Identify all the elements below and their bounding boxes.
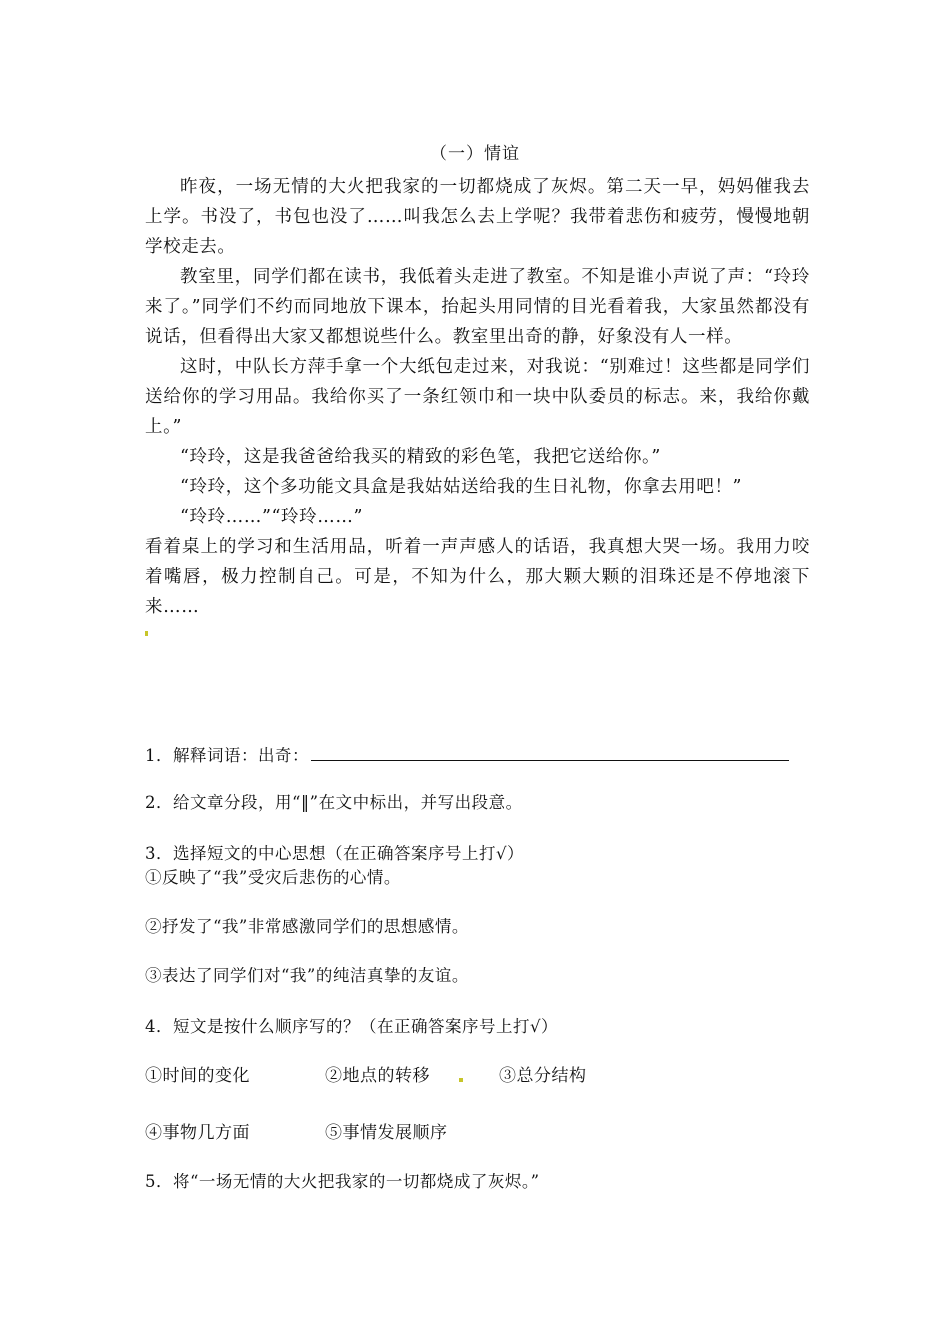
passage-title: （一）情谊 [430,144,520,164]
highlight-mark [145,631,148,636]
question-4-option-4: ④事物几方面 [145,1123,250,1143]
question-1-text: 1．解释词语：出奇： [145,746,309,765]
answer-blank-line[interactable] [311,742,789,761]
question-5: 5．将“一场无情的大火把我家的一切都烧成了灰烬。” [145,1172,540,1191]
passage-paragraph-3: 这时，中队长方萍手拿一个大纸包走过来，对我说：“别难过！这些都是同学们送给你的学习用品。我给你买了一条红领巾和一块中队委员的标志。来，我给你戴上。” [145,357,810,437]
passage-paragraph-4: “玲玲，这是我爸爸给我买的精致的彩色笔，我把它送给你。” [180,447,661,467]
highlight-mark [459,1078,463,1082]
passage-paragraph-1: 昨夜，一场无情的大火把我家的一切都烧成了灰烬。第二天一早，妈妈催我去上学。书没了，书包也没了……叫我怎么去上学呢？我带着悲伤和疲劳，慢慢地朝学校走去。 [145,177,810,257]
question-2: 2．给文章分段，用“‖”在文中标出，并写出段意。 [145,793,523,812]
question-3-option-2: ②抒发了“我”非常感激同学们的思想感情。 [145,917,469,936]
question-3-option-3: ③表达了同学们对“我”的纯洁真挚的友谊。 [145,966,469,985]
passage-paragraph-7: 看着桌上的学习和生活用品，听着一声声感人的话语，我真想大哭一场。我用力咬着嘴唇，极力控制自己。可是，不知为什么，那大颗大颗的泪珠还是不停地滚下来…… [145,537,810,617]
question-4: 4．短文是按什么顺序写的？（在正确答案序号上打√） [145,1017,559,1036]
question-4-option-1: ①时间的变化 [145,1066,250,1086]
question-1 [145,742,810,768]
passage-paragraph-6: “玲玲……”“玲玲……” [180,507,363,527]
passage-body [145,172,810,622]
question-4-option-2: ②地点的转移 [325,1066,430,1086]
passage-paragraph-2: 教室里，同学们都在读书，我低着头走进了教室。不知是谁小声说了声：“玲玲来了。”同学们不约而同地放下课本，抬起头用同情的目光看着我，大家虽然都没有说话，但看得出大家又都想说些什么。教室里出奇的静，好象没有人一样。 [145,267,810,347]
question-4-option-5: ⑤事情发展顺序 [325,1123,448,1143]
passage-paragraph-5: “玲玲，这个多功能文具盒是我姑姑送给我的生日礼物，你拿去用吧！” [180,477,743,497]
question-4-option-3: ③总分结构 [499,1066,587,1086]
question-3: 3．选择短文的中心思想（在正确答案序号上打√） [145,844,525,863]
question-3-option-1: ①反映了“我”受灾后悲伤的心情。 [145,868,401,887]
